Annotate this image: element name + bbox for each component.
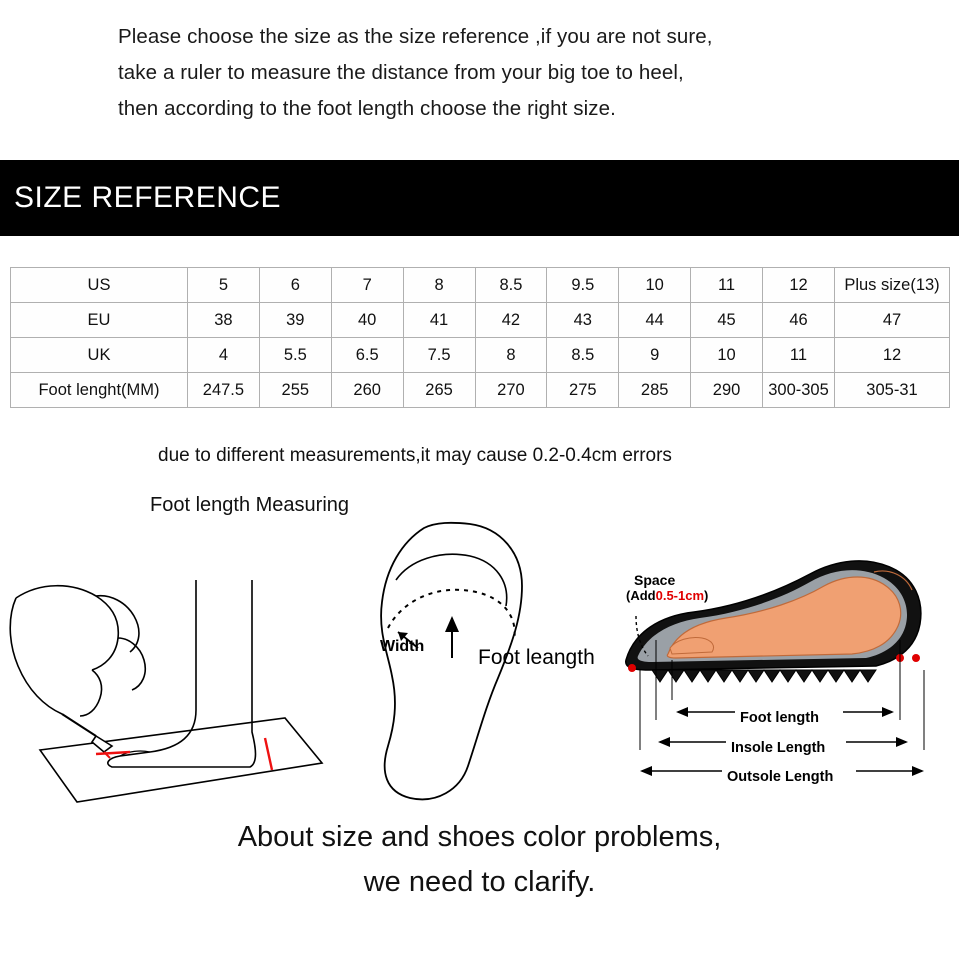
table-cell: 7 — [331, 268, 403, 303]
table-cell: 8 — [475, 338, 547, 373]
bottom-line-2: we need to clarify. — [363, 865, 596, 898]
table-cell: 39 — [259, 303, 331, 338]
table-cell: 6.5 — [331, 338, 403, 373]
table-row — [11, 303, 950, 338]
table-cell: 5.5 — [259, 338, 331, 373]
table-cell: 255 — [259, 373, 331, 408]
foot-leangth-label: Foot leangth — [478, 646, 595, 669]
table-cell: 9.5 — [547, 268, 619, 303]
table-cell: 270 — [475, 373, 547, 408]
table-cell: 247.5 — [188, 373, 260, 408]
table-cell: 8.5 — [547, 338, 619, 373]
foot-length-measuring-label: Foot length Measuring — [150, 494, 350, 516]
table-cell: 8 — [403, 268, 475, 303]
table-row — [11, 268, 950, 303]
table-cell: 9 — [619, 338, 691, 373]
space-label: Space — [634, 572, 676, 588]
table-cell: 44 — [619, 303, 691, 338]
intro-line-1: Please choose the size as the size reference ,if you are not sure, — [118, 25, 713, 48]
space-add-label — [626, 588, 708, 603]
table-row — [11, 338, 950, 373]
add-prefix: (Add — [626, 588, 656, 603]
bottom-line-1: About size and shoes color problems, — [237, 821, 722, 853]
intro-paragraph — [0, 0, 959, 139]
table-cell: 260 — [331, 373, 403, 408]
table-cell: 11 — [763, 338, 835, 373]
measurement-error-note — [0, 445, 959, 467]
table-cell: 7.5 — [403, 338, 475, 373]
note-text: due to different measurements,it may cause 0.2-0.4cm errors — [158, 445, 672, 466]
banner-title: SIZE REFERENCE — [14, 181, 282, 214]
table-cell: 305-31 — [835, 373, 950, 408]
table-cell: 47 — [835, 303, 950, 338]
add-value: 0.5-1cm — [655, 588, 705, 603]
intro-line-3: then according to the foot length choose the right size. — [118, 97, 616, 121]
table-cell: 10 — [619, 268, 691, 303]
width-text: Width — [380, 638, 425, 655]
table-cell: 5 — [188, 268, 260, 303]
table-cell: 11 — [691, 268, 763, 303]
add-suffix: ) — [704, 588, 709, 603]
table-cell: 10 — [691, 338, 763, 373]
table-cell: Foot lenght(MM) — [11, 373, 188, 408]
size-table-container — [10, 267, 950, 408]
table-cell: 46 — [763, 303, 835, 338]
table-cell: 12 — [763, 268, 835, 303]
table-cell: 41 — [403, 303, 475, 338]
table-cell: 38 — [188, 303, 260, 338]
outsole-length-dimension-label: Outsole Length — [727, 769, 834, 785]
table-cell: 4 — [188, 338, 260, 373]
table-cell: EU — [11, 303, 188, 338]
hand-tracing-illustration — [10, 580, 322, 802]
table-cell: 275 — [547, 373, 619, 408]
table-cell: US — [11, 268, 188, 303]
table-cell: 6 — [259, 268, 331, 303]
size-table — [10, 267, 950, 408]
table-row — [11, 373, 950, 408]
table-cell: 300-305 — [763, 373, 835, 408]
table-cell: UK — [11, 338, 188, 373]
insole-length-dimension-label: Insole Length — [731, 740, 826, 756]
table-cell: 8.5 — [475, 268, 547, 303]
table-cell: 265 — [403, 373, 475, 408]
foot-length-dimension-label: Foot length — [740, 710, 819, 726]
table-cell: 290 — [691, 373, 763, 408]
table-cell: 45 — [691, 303, 763, 338]
table-cell: 42 — [475, 303, 547, 338]
bottom-statement — [0, 815, 959, 905]
intro-line-2: take a ruler to measure the distance from your big toe to heel, — [118, 61, 684, 85]
size-reference-banner — [0, 160, 959, 236]
table-cell: Plus size(13) — [835, 268, 950, 303]
table-cell: 12 — [835, 338, 950, 373]
table-cell: 285 — [619, 373, 691, 408]
table-cell: 40 — [331, 303, 403, 338]
table-cell: 43 — [547, 303, 619, 338]
